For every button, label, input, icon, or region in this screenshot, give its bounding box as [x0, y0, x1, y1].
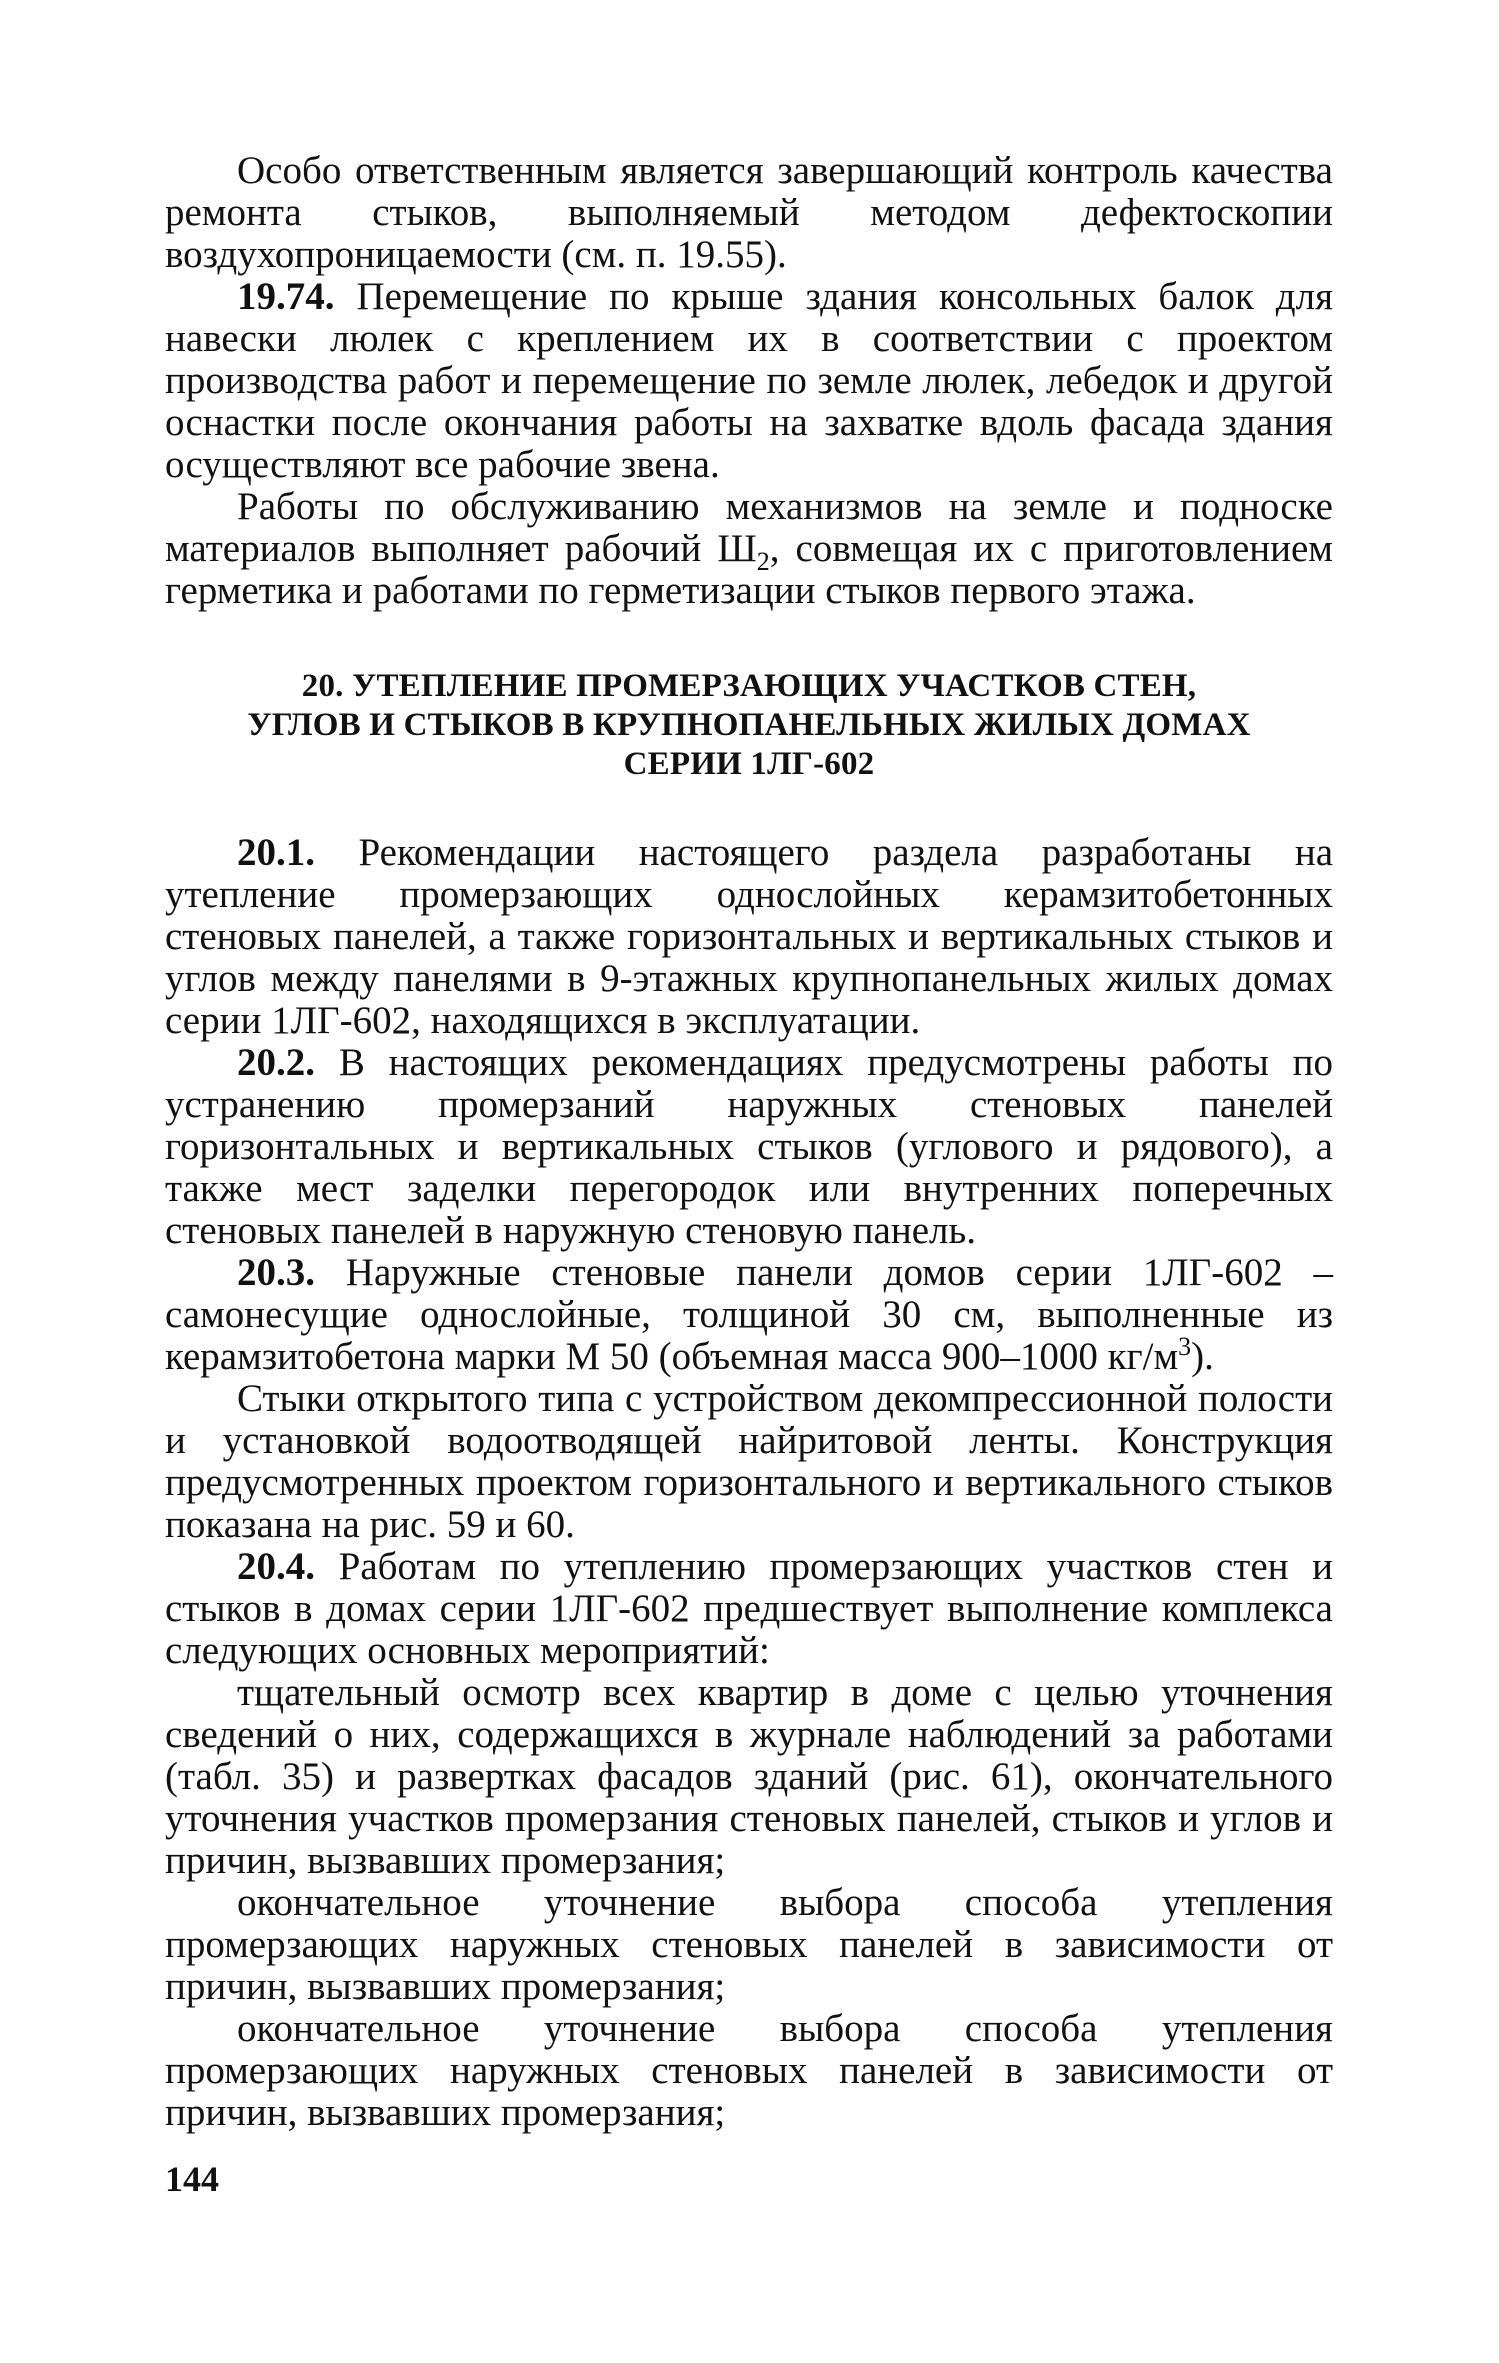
clause-text-19-74: Перемещение по крыше здания консольных балок для навески люлек с креплением их в соответствии с проектом производства работ и перемещение по земле люлек, лебедок и другой оснастки после окончания работы на захватке вдоль фасада здания осуществляют все рабочие звена.: [165, 275, 1334, 486]
clause-number-20-4: 20.4.: [237, 1545, 315, 1588]
paragraph-intro: Особо ответственным является завершающий контроль качества ремонта стыков, выполняемый методом дефектоскопии воздухопроницаемости (см. п. 19.55).: [165, 149, 1333, 276]
list-item: тщательный осмотр всех квартир в доме с целью уточнения сведений о них, содержащихся в журнале наблюдений за работами (табл. 35) и развертках фасадов зданий (рис. 61), окончательного уточнения участков промерзания стеновых панелей, стыков и углов и причин, вызвавших промерзания;: [165, 1671, 1333, 1882]
clause-number-19-74: 19.74.: [237, 275, 335, 318]
section-heading-line-3: СЕРИИ 1ЛГ-602: [623, 746, 875, 782]
list-item: окончательное уточнение выбора способа утепления промерзающих наружных стеновых панелей в зависимости от причин, вызвавших промерзания;: [165, 2007, 1333, 2134]
paragraph-20-1: [165, 832, 1333, 1042]
clause-text-20-1: Рекомендации настоящего раздела разработаны на утепление промерзающих однослойных керамзитобетонных стеновых панелей, а также горизонтальных и вертикальных стыков и углов между панелями в 9-этажных крупнопанельных жилых домах серии 1ЛГ-602, находящихся в эксплуатации.: [165, 831, 1334, 1042]
page-body: [165, 150, 1333, 2134]
clause-text-20-4: Работам по утеплению промерзающих участков стен и стыков в домах серии 1ЛГ-602 предшествует выполнение комплекса следующих основных мероприятий:: [165, 1545, 1334, 1672]
page-number: 144: [165, 2159, 219, 2199]
paragraph-workers: Работы по обслуживанию механизмов на земле и подноске материалов выполняет рабочий $Ш_2$, совмещая их с приготовлением герметика и работами по герметизации стыков первого этажа.: [165, 485, 1333, 612]
clause-number-20-3: 20.3.: [237, 1251, 315, 1294]
paragraph-20-4: [165, 1546, 1333, 1672]
list-item: окончательное уточнение выбора способа утепления промерзающих наружных стеновых панелей в зависимости от причин, вызвавших промерзания;: [165, 1881, 1333, 2008]
paragraph-19-74: [165, 276, 1333, 486]
clause-number-20-1: 20.1.: [237, 831, 315, 874]
clause-text-20-2: В настоящих рекомендациях предусмотрены работы по устранению промерзаний наружных стеновых панелей горизонтальных и вертикальных стыков (углового и рядового), а также мест заделки перегородок или внутренних поперечных стеновых панелей в наружную стеновую панель.: [165, 1041, 1334, 1252]
paragraph-joints: Стыки открытого типа с устройством декомпрессионной полости и установкой водоотводящей найритовой ленты. Конструкция предусмотренных проектом горизонтального и вертикального стыков показана на рис. 59 и 60.: [165, 1377, 1333, 1546]
clause-number-20-2: 20.2.: [237, 1041, 315, 1084]
superscript-3: 3: [1178, 1332, 1192, 1361]
section-heading-line-1: 20. УТЕПЛЕНИЕ ПРОМЕРЗАЮЩИХ УЧАСТКОВ СТЕН,: [301, 668, 1197, 704]
paragraph-20-2: [165, 1042, 1333, 1252]
section-heading-line-2: УГЛОВ И СТЫКОВ В КРУПНОПАНЕЛЬНЫХ ЖИЛЫХ ДОМАХ: [247, 707, 1251, 743]
section-heading: [165, 667, 1333, 784]
subscript-2: 2: [756, 546, 770, 576]
paragraph-20-3: 20.3. Наружные стеновые панели домов серии 1ЛГ-602 – самонесущие однослойные, толщиной 30 см, выполненные из керамзитобетона марки М 50 (объемная масса 900–1000 $кг/м^3$).: [165, 1251, 1334, 1378]
